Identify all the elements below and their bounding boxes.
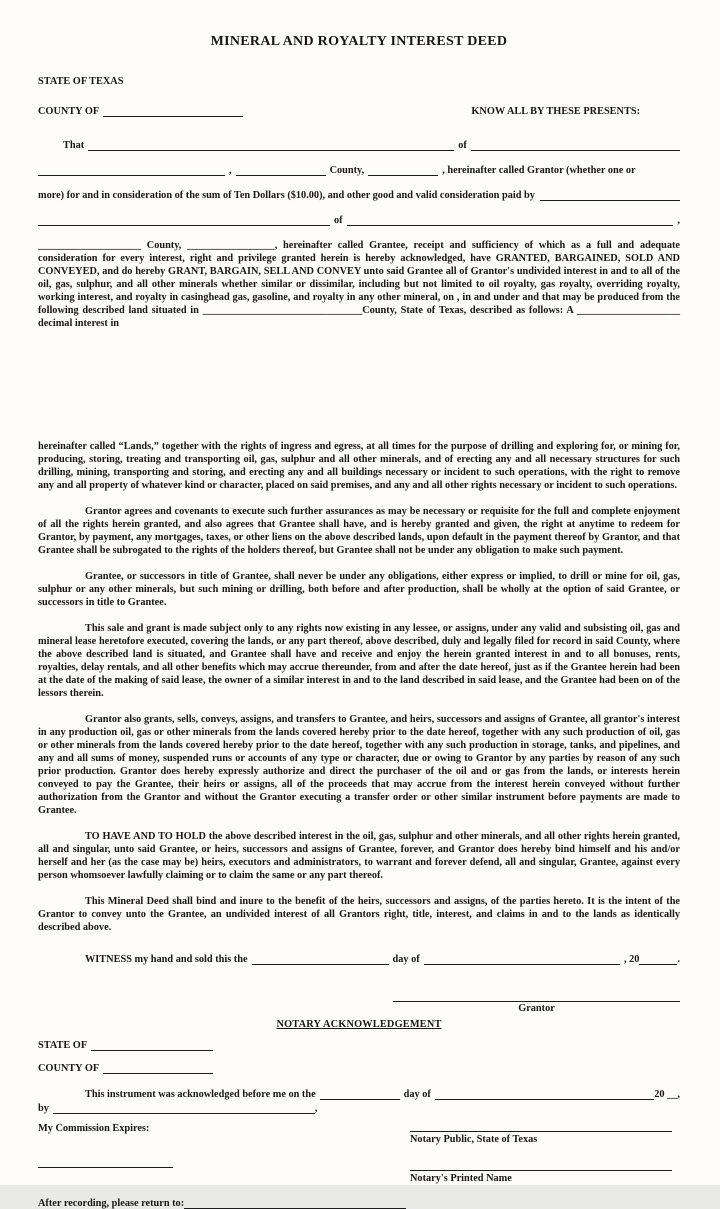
comma: ,	[229, 165, 232, 176]
ack-year-text: 20 __,	[654, 1089, 680, 1100]
grantor-signature-label: Grantor	[518, 1003, 555, 1014]
comma: ,	[314, 1103, 318, 1114]
witness-row	[38, 953, 680, 965]
commission-date-blank	[38, 1156, 173, 1168]
paid-by-blank	[540, 189, 680, 201]
day-of-label: day of	[403, 1089, 431, 1100]
grantor-county-row	[38, 164, 680, 176]
grantor-signature-line	[393, 1001, 680, 1002]
acknowledgment-text: This instrument was acknowledged before me on the	[85, 1089, 316, 1100]
notary-county-blank	[103, 1062, 213, 1074]
after-recording-label: After recording, please return to:	[38, 1198, 185, 1209]
witness-day-blank	[252, 953, 389, 965]
grantee-name-blank	[38, 214, 330, 226]
know-all-presents-label: KNOW ALL BY THESE PRESENTS:	[471, 106, 640, 117]
grantor-county-blank	[236, 164, 326, 176]
notary-acknowledgement-heading: NOTARY ACKNOWLEDGEMENT	[276, 1019, 442, 1030]
notary-county-label: COUNTY OF	[38, 1063, 100, 1074]
deed-paragraph-assurances: Grantor agrees and covenants to execute such further assurances as may be necessary or requisite for the full and complete enjoyment of all the rights herein granted, and also agrees that Grantee shall have, and is hereby granted and given, the right at anytime to redeem for Grantor, by payment, any mortgages, taxes, or other liens on the above described lands, upon default in the payment thereof by Grantor, and that Grantee shall be subrogated to the rights of the holders thereof, but Grantee shall not be under any obligation to make such payment.	[38, 506, 680, 556]
document-title: MINERAL AND ROYALTY INTEREST DEED	[210, 34, 508, 49]
grantor-address-blank	[471, 139, 680, 151]
day-of-label: day of	[392, 954, 420, 965]
notary-printed-name-line	[410, 1162, 672, 1171]
county-of-label: COUNTY OF	[38, 106, 100, 117]
grantor-signature-block	[393, 1001, 680, 1014]
grantor-name-row	[38, 139, 680, 151]
county-presents-row	[38, 105, 680, 117]
by-label: by	[38, 1103, 49, 1114]
grantor-city-blank	[38, 164, 225, 176]
consideration-row	[38, 189, 680, 201]
consideration-text: more) for and in consideration of the sum of Ten Dollars ($10.00), and other good and valid consideration paid by	[38, 190, 535, 201]
deed-paragraph-prior-production: Grantor also grants, sells, conveys, assigns, and transfers to Grantee, and heirs, successors and assigns of Grantee, all grantor's interest in any production oil, gas or other minerals from the lands covered hereby prior to the date hereof, together with any such production of oil, gas or other minerals from the lands covered hereby prior to the date hereof, together with any such production in storage, tanks, and pipelines, and any and all sums of money, suspended runs or accounts of any type or character, due or owing to Grantor by any parties by reason of any such prior production. Grantor does hereby expressly authorize and direct the purchaser of the oil and or gas from the lands, or interests herein conveyed to pay the Grantee, their heirs or assigns, all of the proceeds that may accrue from the interest herein conveyed without further authorization from the Grantor and without the Grantor executing a transfer order or other similar instrument before payments are made to Grantee.	[38, 714, 680, 816]
notary-state-row	[38, 1039, 680, 1051]
commission-column	[38, 1123, 268, 1171]
that-label: That	[63, 140, 85, 151]
grantee-granting-paragraph: ____________________ County, _________________, hereinafter called Grantee, receipt and sufficiency of which as a full and adequate consideration for every interest, right and privilege granted herein is hereby acknowledged, have GRANTED, BARGAINED, SOLD AND CONVEYED, and do hereby GRANT, BARGAIN, SELL AND CONVEY unto said Grantee all of Grantor's undivided interest in and to all of the oil, gas, sulphur, and all other minerals whether similar or dissimilar, including but not limited to oil royalty, gas royalty, overriding royalty, working interest, and royalty in casinghead gas, gasoline, and royalty in any other mineral, on , in and under and that may be produced from the following described land situated in _______________________________County, State of Texas, described as follows: A ____________________ decimal interest in	[38, 240, 680, 329]
deed-paragraph-bind-inure: This Mineral Deed shall bind and inure to the benefit of the heirs, successors and assigns, of the parties hereto. It is the intent of the Grantor to convey unto the Grantee, an undivided interest of all Grantors right, title, interest, and claims in and to the lands as identically described above.	[38, 896, 680, 933]
deed-paragraph-subject-to-lease: This sale and grant is made subject only to any rights now existing in any lessee, or assigns, under any valid and subsisting oil, gas and mineral lease heretofore executed, covering the lands, or any part thereof, above described, duly and legally filed for record in said County, where the above described land is situated, and Grantee shall have and receive and enjoy the herein granted interest in and to all bonuses, rents, royalties, delay rentals, and all other benefits which may accrue thereunder, from and after the date hereof, just as if the Grantee herein had been at the date of the making of said lease, the owner of a similar interest in and to the land described in said lease, and the Grantee had been on of the lessors therein.	[38, 623, 680, 699]
witness-text: WITNESS my hand and sold this the	[85, 954, 248, 965]
ack-day-blank	[320, 1088, 400, 1100]
notary-state-blank	[91, 1039, 213, 1051]
comma: ,	[677, 215, 680, 226]
notary-printed-name-label: Notary's Printed Name	[410, 1173, 512, 1184]
notary-county-row	[38, 1062, 680, 1074]
county-word: County,	[329, 165, 365, 176]
witness-year-blank	[639, 953, 677, 965]
ack-by-name-blank	[53, 1102, 315, 1114]
grantor-state-blank	[368, 164, 438, 176]
legal-description-space	[38, 343, 680, 440]
grantor-name-blank	[88, 139, 454, 151]
notary-signature-column	[410, 1123, 672, 1184]
deed-paragraph-lands: hereinafter called “Lands,” together with the rights of ingress and egress, at all times for the purpose of drilling and exploring for, or mining for, producing, storing, treating and transporting oil, gas, sulphur and all other minerals, and of erecting any and all necessary structures for such drilling, mining, transporting and storing, and erecting any and all buildings necessary or incident to such operations, with the right to remove any and all property of whatever kind or character, placed on said premises, and any and all other rights necessary or incident to such operations.	[38, 441, 680, 491]
year-prefix: , 20	[623, 954, 640, 965]
grantee-of-row	[38, 214, 680, 226]
commission-expires-label: My Commission Expires:	[38, 1123, 150, 1134]
ack-month-blank	[435, 1088, 654, 1100]
acknowledgment-row	[38, 1088, 680, 1100]
of-label: of	[458, 140, 467, 151]
deed-paragraph-obligations: Grantee, or successors in title of Grantee, shall never be under any obligations, either express or implied, to drill or mine for oil, gas, sulphur or any other minerals, but such mining or drilling, both before and after production, shall be wholly at the option of said Grantee, or successors in title to Grantee.	[38, 571, 680, 608]
notary-public-label: Notary Public, State of Texas	[410, 1134, 538, 1145]
of-label: of	[334, 215, 343, 226]
grantee-address-blank	[347, 214, 674, 226]
period: .	[677, 954, 680, 965]
witness-month-blank	[424, 953, 620, 965]
acknowledged-by-row	[38, 1102, 680, 1114]
notary-public-signature-line	[410, 1123, 672, 1132]
grantor-tail-text: , hereinafter called Grantor (whether one or	[442, 165, 636, 176]
notary-signature-section	[38, 1123, 680, 1184]
notary-state-label: STATE OF	[38, 1040, 88, 1051]
after-recording-row	[38, 1197, 680, 1209]
county-name-blank	[103, 105, 243, 117]
deed-paragraph-habendum: TO HAVE AND TO HOLD the above described interest in the oil, gas, sulphur and other minerals, and all other rights herein granted, all and singular, unto said Grantee, or heirs, successors and assigns of Grantee, forever, and Grantor does hereby bind himself and his and/or herself and her (as the case may be) heirs, executors and administrators, to warrant and forever defend, all and singular, Grantee, against every person whomsoever lawfully claiming or to claim the same or any part thereof.	[38, 831, 680, 881]
state-of-texas-line: STATE OF TEXAS	[38, 76, 124, 87]
return-address-blank	[184, 1197, 406, 1209]
